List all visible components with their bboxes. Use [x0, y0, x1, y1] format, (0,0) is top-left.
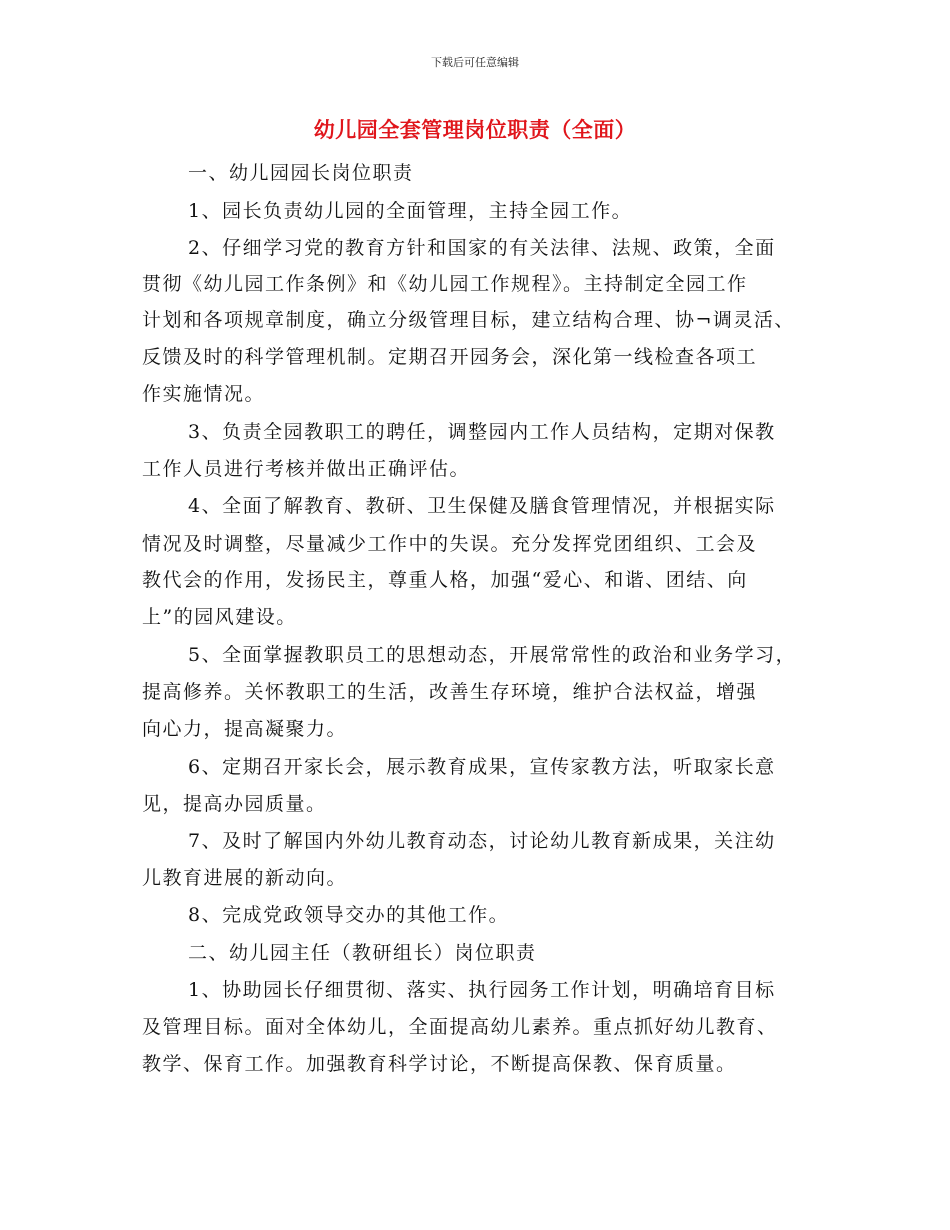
- paragraph-line: 情况及时调整，尽量减少工作中的失误。充分发挥党团组织、工会及: [142, 533, 758, 555]
- paragraph-line: 教学、保育工作。加强教育科学讨论，不断提高保教、保育质量。: [142, 1053, 737, 1075]
- paragraph-line: 上”的园风建设。: [142, 606, 297, 628]
- paragraph-line: 计划和各项规章制度，确立分级管理目标，建立结构合理、协¬调灵活、: [142, 309, 795, 331]
- paragraph-line: 儿教育进展的新动向。: [142, 867, 348, 889]
- document-title: 幼儿园全套管理岗位职责（全面）: [313, 118, 637, 142]
- paragraph-line: 2、仔细学习党的教育方针和国家的有关法律、法规、政策，全面: [188, 237, 776, 259]
- paragraph-line: 见，提高办园质量。: [142, 793, 327, 815]
- paragraph-line: 提高修养。关怀教职工的生活，改善生存环境，维护合法权益，增强: [142, 681, 758, 703]
- paragraph-line: 向心力，提高凝聚力。: [142, 718, 348, 740]
- paragraph-line: 3、负责全园教职工的聘任，调整园内工作人员结构，定期对保教: [188, 421, 776, 443]
- paragraph-line: 1、园长负责幼儿园的全面管理，主持全园工作。: [188, 200, 633, 222]
- paragraph-line: 贯彻《幼儿园工作条例》和《幼儿园工作规程》。主持制定全园工作: [142, 273, 748, 295]
- paragraph-line: 反馈及时的科学管理机制。定期召开园务会，深化第一线检查各项工: [142, 346, 758, 368]
- paragraph-line: 6、定期召开家长会，展示教育成果，宣传家教方法，听取家长意: [188, 756, 776, 778]
- paragraph-line: 7、及时了解国内外幼儿教育动态，讨论幼儿教育新成果，关注幼: [188, 830, 776, 852]
- section-heading: 二、幼儿园主任（教研组长）岗位职责: [188, 942, 537, 964]
- paragraph-line: 教代会的作用，发扬民主，尊重人格，加强“爱心、和谐、团结、向: [142, 569, 748, 591]
- paragraph-line: 5、全面掌握教职员工的思想动态，开展常常性的政治和业务学习，: [188, 644, 797, 666]
- paragraph-line: 1、协助园长仔细贯彻、落实、执行园务工作计划，明确培育目标: [188, 979, 776, 1001]
- header-note: 下载后可任意编辑: [431, 56, 519, 69]
- paragraph-line: 工作人员进行考核并做出正确评估。: [142, 458, 471, 480]
- paragraph-line: 作实施情况。: [142, 383, 266, 405]
- paragraph-line: 4、全面了解教育、教研、卫生保健及膳食管理情况，并根据实际: [188, 495, 776, 517]
- paragraph-line: 及管理目标。面对全体幼儿，全面提高幼儿素养。重点抓好幼儿教育、: [142, 1016, 778, 1038]
- section-heading: 一、幼儿园园长岗位职责: [188, 162, 414, 184]
- paragraph-line: 8、完成党政领导交办的其他工作。: [188, 904, 510, 926]
